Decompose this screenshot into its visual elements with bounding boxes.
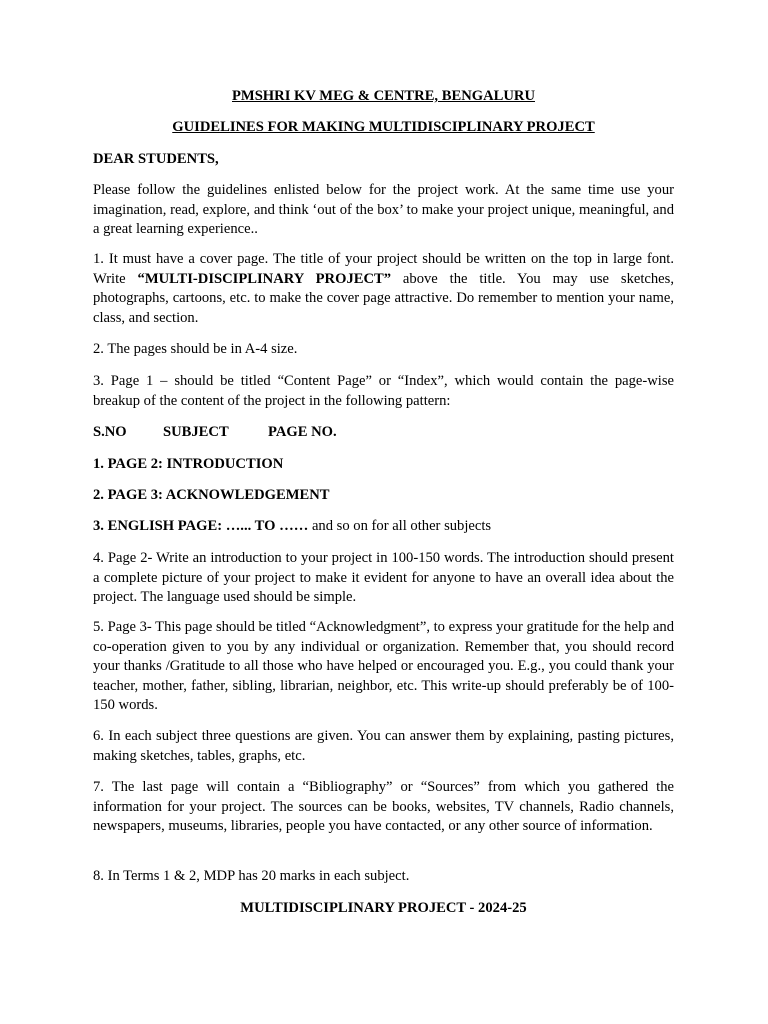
content-row-2: 2. PAGE 3: ACKNOWLEDGEMENT — [93, 487, 330, 503]
content-row-1: 1. PAGE 2: INTRODUCTION — [93, 456, 284, 472]
guideline-5: 5. Page 3- This page should be titled “Acknowledgment”, to express your gratitude for the help and co-operation given to you by any individual or organization. Remember that, you should record your thanks /Gratitude to all those who have helped or encouraged you. E.g., you could thank your teacher, mother, father, sibling, librarian, neighbor, etc. This write-up should preferably be of 100-150 words. — [93, 619, 674, 713]
greeting: DEAR STUDENTS, — [93, 151, 219, 167]
content-row-3 — [93, 517, 674, 537]
guideline-8: 8. In Terms 1 & 2, MDP has 20 marks in each subject. — [93, 868, 410, 884]
guideline-3: 3. Page 1 – should be titled “Content Page” or “Index”, which would contain the page-wise breakup of the content of the project in the following pattern: — [93, 373, 674, 409]
guideline-2: 2. The pages should be in A-4 size. — [93, 341, 298, 357]
guideline-1 — [93, 250, 674, 328]
column-header-subject: SUBJECT — [163, 424, 229, 440]
guideline-4: 4. Page 2- Write an introduction to your project in 100-150 words. The introduction should present a complete picture of your project to make it evident for anyone to have an overall idea about the project. The language used should be simple. — [93, 550, 674, 605]
column-header-sno: S.NO — [93, 424, 127, 440]
intro-paragraph: Please follow the guidelines enlisted below for the project work. At the same time use your imagination, read, explore, and think ‘out of the box’ to make your project unique, meaningful, and a great learning experience.. — [93, 182, 674, 237]
guideline-1-text-end: above the title. You may use sketches, photographs, cartoons, etc. to make the cover page attractive. Do remember to mention your name, class, and section. — [93, 270, 674, 326]
guideline-6: 6. In each subject three questions are given. You can answer them by explaining, pasting pictures, making sketches, tables, graphs, etc. — [93, 728, 674, 764]
content-table-header — [93, 423, 674, 443]
guideline-1-text-start: 1. It must have a cover page. The title of your project should be written on the top in large font. Write — [93, 251, 674, 287]
content-row-3-label: 3. ENGLISH PAGE: …... TO …… — [93, 518, 309, 534]
guideline-1-emphasis: “MULTI-DISCIPLINARY PROJECT” — [137, 270, 392, 287]
school-name: PMSHRI KV MEG & CENTRE, BENGALURU — [232, 88, 535, 104]
footer-title: MULTIDISCIPLINARY PROJECT - 2024-25 — [240, 900, 527, 916]
document-title: GUIDELINES FOR MAKING MULTIDISCIPLINARY PROJECT — [172, 119, 595, 135]
content-row-3-note: and so on for all other subjects — [308, 518, 492, 534]
guideline-7: 7. The last page will contain a “Bibliography” or “Sources” from which you gathered the information for your project. The sources can be books, websites, TV channels, Radio channels, newspapers, museums, libraries, people you have contacted, or any other source of information. — [93, 779, 674, 834]
column-header-page-no: PAGE NO. — [268, 424, 337, 440]
